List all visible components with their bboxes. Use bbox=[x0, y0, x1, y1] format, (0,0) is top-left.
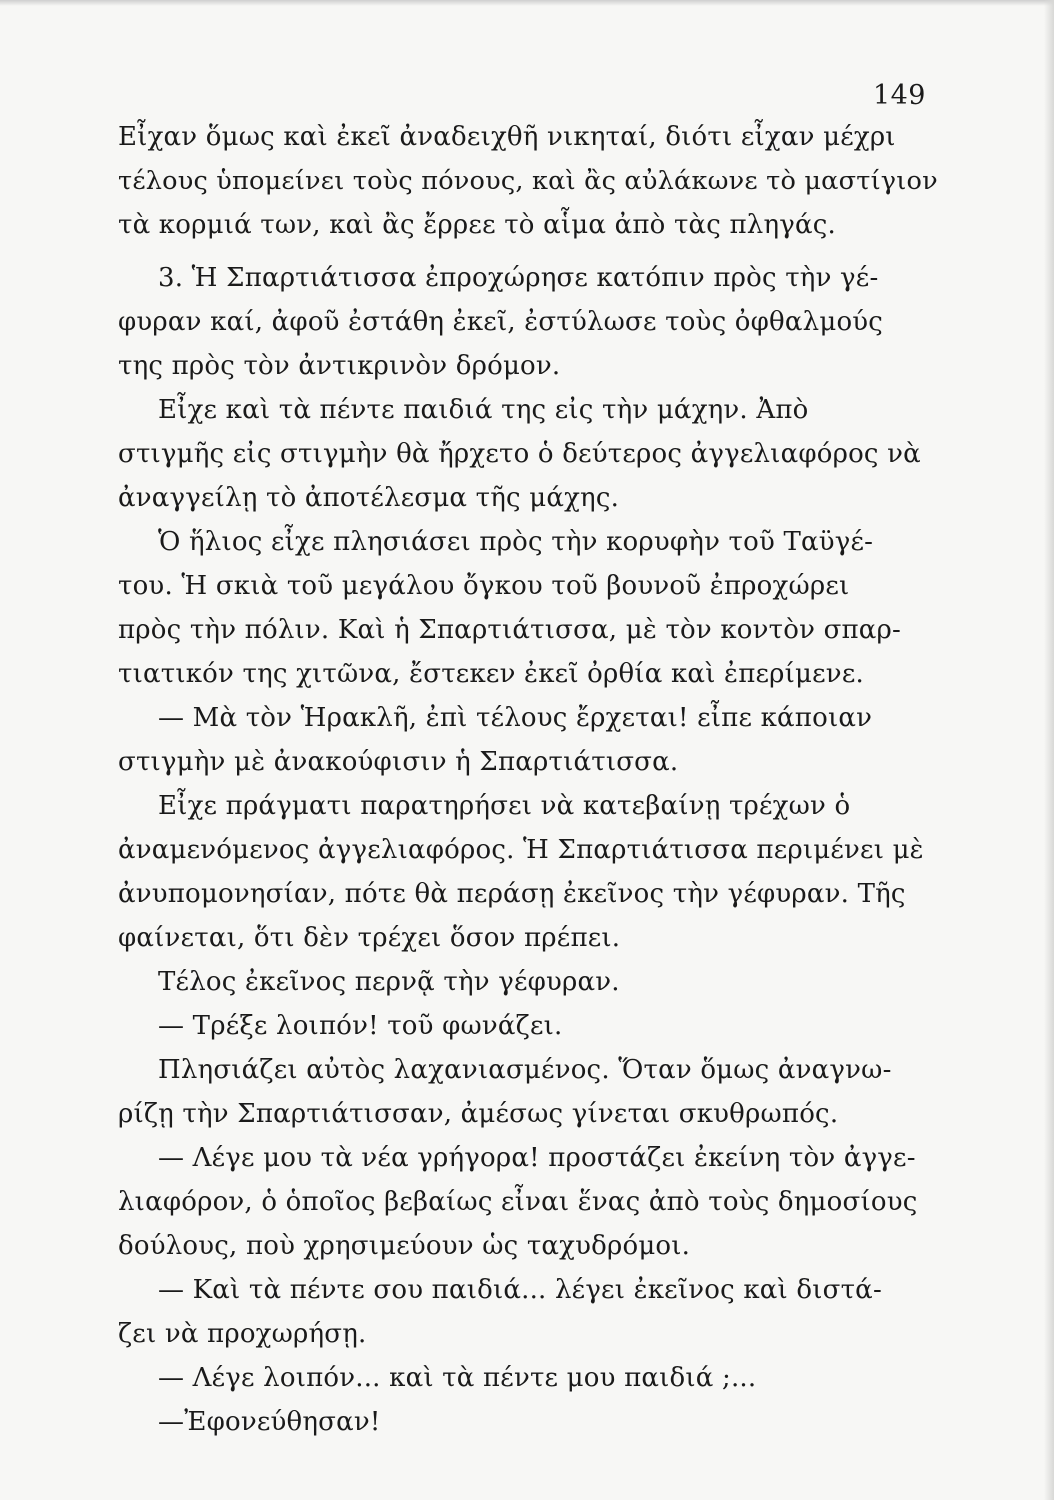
text-line: τέλους ὑπομείνει τοὺς πόνους, καὶ ἂς αὐλάκωνε τὸ μαστίγιον bbox=[118, 166, 938, 196]
text-line: Εἶχε καὶ τὰ πέντε παιδιά της εἰς τὴν μάχην. Ἀπὸ bbox=[158, 395, 809, 425]
text-line: 3. Ἡ Σπαρτιάτισσα ἐπροχώρησε κατόπιν πρὸς τὴν γέ- bbox=[158, 263, 879, 293]
page-right-edge bbox=[1044, 0, 1054, 1500]
text-line: πρὸς τὴν πόλιν. Καὶ ἡ Σπαρτιάτισσα, μὲ τὸν κοντὸν σπαρ- bbox=[118, 615, 902, 645]
text-line: ἀναγγείλῃ τὸ ἀποτέλεσμα τῆς μάχης. bbox=[118, 483, 620, 513]
text-line: στιγμὴν μὲ ἀνακούφισιν ἡ Σπαρτιάτισσα. bbox=[118, 747, 679, 777]
text-line: Εἶχε πράγματι παρατηρήσει νὰ κατεβαίνῃ τρέχων ὁ bbox=[158, 791, 851, 821]
text-line: — Μὰ τὸν Ἡρακλῆ, ἐπὶ τέλους ἔρχεται! εἶπε κάποιαν bbox=[158, 703, 873, 733]
text-line: Εἶχαν ὅμως καὶ ἐκεῖ ἀναδειχθῆ νικηταί, διότι εἶχαν μέχρι bbox=[118, 122, 896, 152]
text-line: — Καὶ τὰ πέντε σου παιδιά... λέγει ἐκεῖνος καὶ διστά- bbox=[158, 1275, 882, 1305]
text-line: ρίζῃ τὴν Σπαρτιάτισσαν, ἀμέσως γίνεται σκυθρωπός. bbox=[118, 1099, 839, 1129]
text-line: φυραν καί, ἀφοῦ ἐστάθη ἐκεῖ, ἐστύλωσε τοὺς ὀφθαλμούς bbox=[118, 307, 884, 337]
text-line: τιατικόν της χιτῶνα, ἔστεκεν ἐκεῖ ὀρθία καὶ ἐπερίμενε. bbox=[118, 659, 864, 689]
text-line: ἀνυπομονησίαν, πότε θὰ περάσῃ ἐκεῖνος τὴν γέφυραν. Τῆς bbox=[118, 879, 906, 909]
text-line: λιαφόρον, ὁ ὁποῖος βεβαίως εἶναι ἕνας ἀπὸ τοὺς δημοσίους bbox=[118, 1187, 918, 1217]
text-line: στιγμῆς εἰς στιγμὴν θὰ ἤρχετο ὁ δεύτερος ἀγγελιαφόρος νὰ bbox=[118, 439, 921, 469]
text-line: τὰ κορμιά των, καὶ ἂς ἔρρεε τὸ αἷμα ἀπὸ τὰς πληγάς. bbox=[118, 210, 836, 240]
text-line: ἀναμενόμενος ἀγγελιαφόρος. Ἡ Σπαρτιάτισσα περιμένει μὲ bbox=[118, 835, 924, 865]
text-line: — Λέγε λοιπόν... καὶ τὰ πέντε μου παιδιά ;... bbox=[158, 1363, 757, 1393]
text-line: — Τρέξε λοιπόν! τοῦ φωνάζει. bbox=[158, 1011, 563, 1041]
page-top-edge bbox=[0, 0, 1054, 6]
text-line: Ὁ ἥλιος εἶχε πλησιάσει πρὸς τὴν κορυφὴν τοῦ Ταϋγέ- bbox=[158, 527, 874, 557]
text-line: ζει νὰ προχωρήσῃ. bbox=[118, 1319, 367, 1349]
text-line: δούλους, ποὺ χρησιμεύουν ὡς ταχυδρόμοι. bbox=[118, 1231, 691, 1261]
text-line: φαίνεται, ὅτι δὲν τρέχει ὅσον πρέπει. bbox=[118, 923, 621, 953]
text-line: — Λέγε μου τὰ νέα γρήγορα! προστάζει ἐκείνη τὸν ἀγγε- bbox=[158, 1143, 916, 1173]
text-line: του. Ἡ σκιὰ τοῦ μεγάλου ὄγκου τοῦ βουνοῦ ἐπροχώρει bbox=[118, 571, 850, 601]
text-line: Τέλος ἐκεῖνος περνᾷ τὴν γέφυραν. bbox=[158, 967, 620, 997]
text-line: Πλησιάζει αὐτὸς λαχανιασμένος. Ὅταν ὅμως ἀναγνω- bbox=[158, 1055, 892, 1085]
page-number: 149 bbox=[872, 80, 926, 111]
body-text bbox=[118, 115, 938, 1444]
text-line: —Ἐφονεύθησαν! bbox=[158, 1407, 381, 1437]
text-line: της πρὸς τὸν ἀντικρινὸν δρόμον. bbox=[118, 351, 561, 381]
